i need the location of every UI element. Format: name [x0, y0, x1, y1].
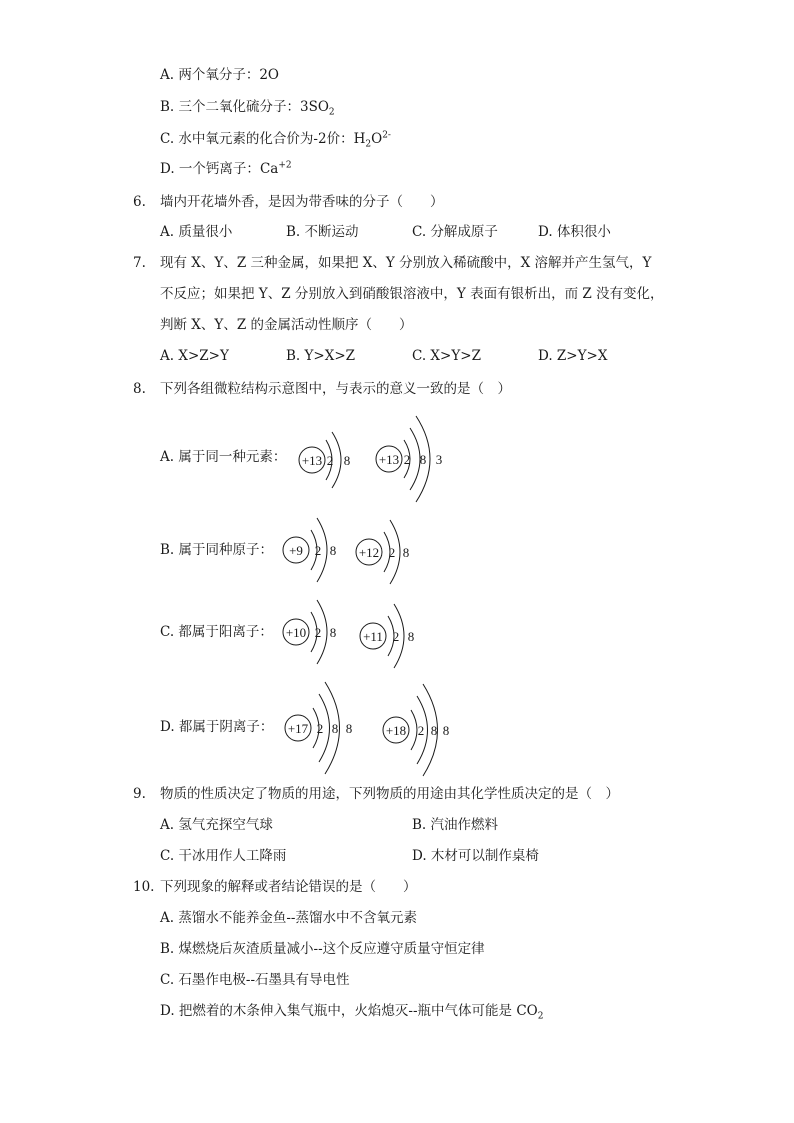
q8-c-atom-2-diagram: [358, 596, 428, 676]
nucleus-charge: +12: [358, 545, 380, 560]
electron-count: 8: [407, 629, 415, 644]
nucleus-charge: +13: [301, 453, 323, 468]
electron-count: 8: [402, 545, 410, 560]
q5-option-d-ca: Ca: [259, 161, 279, 177]
nucleus-charge: +11: [363, 629, 383, 644]
q9-option-b: B. 汽油作燃料: [412, 817, 499, 833]
q10-stem: 下列现象的解释或者结论错误的是（ ）: [160, 879, 417, 895]
q8-option-a-label: A. 属于同一种元素：: [160, 449, 287, 465]
electron-count: 2: [388, 545, 396, 560]
q8-b-atom-2-diagram: [354, 512, 424, 592]
electron-count: 8: [345, 721, 353, 736]
electron-count: 2: [316, 721, 324, 736]
electron-count: 8: [343, 453, 351, 468]
q6-option-b: B. 不断运动: [286, 224, 359, 240]
q5-option-c-o: O: [371, 131, 383, 147]
electron-shell-arc: [332, 432, 341, 488]
q10-option-c: C. 石墨作电极--石墨具有导电性: [160, 972, 350, 988]
q7-option-d: D. Z>Y>X: [538, 348, 608, 364]
q8-a-atom-1-diagram: [296, 420, 366, 500]
nucleus-charge: +17: [287, 721, 309, 736]
q8-d-atom-1-diagram: [282, 678, 372, 778]
q9-stem: 物质的性质决定了物质的用途，下列物质的用途由其化学性质决定的是（ ）: [160, 786, 619, 802]
electron-shell-arc: [411, 710, 417, 750]
nucleus-charge: +10: [285, 625, 307, 640]
q7-option-a: A. X>Z>Y: [160, 348, 229, 364]
q5-option-c-h: H: [353, 131, 366, 147]
q8-a-atom-2-diagram: [374, 410, 464, 510]
electron-count: 2: [314, 625, 322, 640]
q6-option-c: C. 分解成原子: [412, 224, 498, 240]
q10-option-a: A. 蒸馏水不能养金鱼--蒸馏水中不含氧元素: [160, 910, 417, 926]
q5-option-c-h-sub: 2: [365, 139, 372, 150]
q5-option-b-formula: 3SO: [300, 99, 329, 115]
q6-option-a: A. 质量很小: [160, 224, 233, 240]
electron-count: 8: [329, 625, 337, 640]
q5-option-d-sup: +2: [278, 160, 292, 171]
q9-option-c: C. 干冰用作人工降雨: [160, 848, 287, 864]
q8-option-c-label: C. 都属于阳离子：: [160, 624, 273, 640]
q8-number: 8.: [133, 381, 146, 397]
q6-stem: 墙内开花墙外香，是因为带香味的分子（ ）: [160, 194, 444, 210]
nucleus-charge: +13: [378, 452, 400, 467]
q10-option-b: B. 煤燃烧后灰渣质量减小--这个反应遵守质量守恒定律: [160, 941, 485, 957]
q6-option-d: D. 体积很小: [538, 224, 611, 240]
q10-option-d: [160, 1002, 543, 1020]
q5-option-b: [160, 98, 335, 116]
q8-stem: 下列各组微粒结构示意图中，与表示的意义一致的是（ ）: [160, 381, 511, 397]
q8-d-atom-2-diagram: [380, 680, 470, 780]
q5-option-b-subscript: 2: [328, 107, 335, 118]
electron-count: 8: [329, 543, 337, 558]
electron-count: 2: [417, 723, 425, 738]
q7-option-b: B. Y>X>Z: [286, 348, 356, 364]
q8-option-d-label: D. 都属于阴离子：: [160, 719, 274, 735]
q5-option-a: [160, 66, 279, 84]
q5-option-c-o-sup: 2-: [382, 130, 391, 141]
electron-count: 8: [442, 723, 450, 738]
electron-shell-arc: [410, 428, 420, 490]
electron-count: 2: [392, 629, 400, 644]
electron-count: 3: [435, 452, 443, 467]
q5-option-d: [160, 160, 292, 178]
electron-count: 8: [430, 723, 438, 738]
q7-line-1: 现有 X、Y、Z 三种金属，如果把 X、Y 分别放入稀硫酸中，X 溶解并产生氢气，Y: [160, 255, 652, 271]
q5-option-a-prefix: A. 两个氧分子：: [160, 67, 260, 83]
q7-number: 7.: [133, 255, 146, 271]
q10-option-d-text: D. 把燃着的木条伸入集气瓶中，火焰熄灭--瓶中气体可能是 CO: [160, 1003, 538, 1019]
q8-option-b-label: B. 属于同种原子：: [160, 542, 274, 558]
q10-option-d-subscript: 2: [537, 1011, 544, 1022]
q8-b-atom-1-diagram: [281, 510, 351, 590]
q9-number: 9.: [133, 786, 146, 802]
nucleus-charge: +18: [385, 723, 407, 738]
q9-option-d: D. 木材可以制作桌椅: [412, 848, 539, 864]
q10-number: 10.: [133, 879, 155, 895]
nucleus-charge: +9: [289, 543, 303, 558]
q8-c-atom-1-diagram: [281, 592, 351, 672]
q7-line-3: 判断 X、Y、Z 的金属活动性顺序（ ）: [160, 317, 413, 333]
q6-number: 6.: [133, 194, 146, 210]
q5-option-a-formula: 2O: [259, 67, 280, 83]
electron-count: 2: [403, 452, 411, 467]
electron-count: 2: [326, 453, 334, 468]
q5-option-d-prefix: D. 一个钙离子：: [160, 161, 260, 177]
electron-count: 2: [314, 543, 322, 558]
q7-option-c: C. X>Y>Z: [412, 348, 481, 364]
q7-line-2: 不反应；如果把 Y、Z 分别放入到硝酸银溶液中，Y 表面有银析出，而 Z 没有变化，: [160, 286, 664, 302]
electron-count: 8: [331, 721, 339, 736]
q5-option-c: [160, 130, 391, 148]
electron-count: 8: [419, 452, 427, 467]
q5-option-c-prefix: C. 水中氧元素的化合价为-2价：: [160, 131, 354, 147]
q9-option-a: A. 氢气充探空气球: [160, 817, 273, 833]
q5-option-b-prefix: B. 三个二氧化硫分子：: [160, 99, 301, 115]
